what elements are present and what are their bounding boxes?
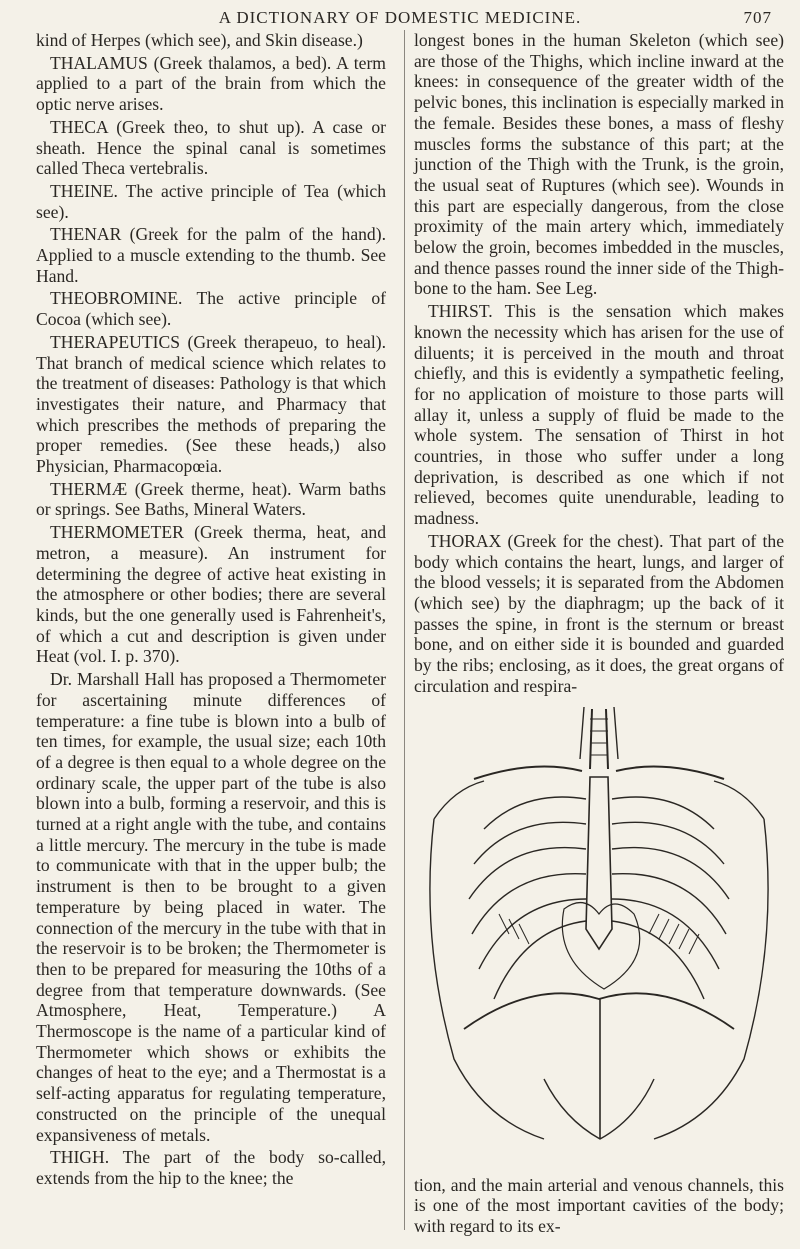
paragraph-thorax-cont: tion, and the main arterial and venous channels, this is one of the most important cavities of the body; with regard to its ex-: [414, 1174, 784, 1236]
thorax-illustration: [414, 699, 784, 1169]
page-number: 707: [743, 8, 772, 27]
entry-therapeutics: THERAPEUTICS (Greek therapeuo, to heal). That branch of medical science which relates to the treatment of diseases: Pathology is that which investigates their nature, and Pharmacy that which prescribes the methods of preparing the proper remedies. (See these heads,) also Physician, Pharmacopœia.: [36, 331, 386, 477]
column-divider: [404, 30, 405, 1230]
entry-thermae: THERMÆ (Greek therme, heat). Warm baths or springs. See Baths, Mineral Waters.: [36, 478, 386, 520]
entry-thorax: THORAX (Greek for the chest). That part of the body which contains the heart, lungs, and larger of the blood vessels; it is separated from the Abdomen (which see) by the diaphragm; up the back of it passes the spine, in front is the sternum or breast bone, and on either side it is bounded and guarded by the ribs; enclosing, as it does, the great organs of circulation and respira-: [414, 530, 784, 696]
right-column: [414, 30, 784, 1239]
left-column: [36, 30, 386, 1191]
running-header: [0, 6, 800, 32]
entry-theine: THEINE. The active principle of Tea (which see).: [36, 180, 386, 222]
entry-thenar: THENAR (Greek for the palm of the hand). Applied to a muscle extending to the thumb. See Hand.: [36, 224, 386, 286]
header-title: A DICTIONARY OF DOMESTIC MEDICINE.: [218, 8, 582, 27]
entry-thalamus: THALAMUS (Greek thalamos, a bed). A term applied to a part of the brain from which the optic nerve arises.: [36, 52, 386, 115]
paragraph-thigh-cont: longest bones in the human Skeleton (which see) are those of the Thighs, which incline inward at the knees: in consequence of the greater width of the pelvic bones, this inclination is especially marked in the female. Besides these bones, a mass of fleshy muscles forms the substance of this part; at the junction of the Thigh with the Trunk, is the groin, the usual seat of Ruptures (which see). Wounds in this part are especially dangerous, from the close proximity of the main artery which, immediately below the groin, becomes imbedded in the muscles, and thence passes round the inner side of the Thigh-bone to the ham. See Leg.: [414, 30, 784, 299]
entry-theca: THECA (Greek theo, to shut up). A case or sheath. Hence the spinal canal is sometimes called Theca vertebralis.: [36, 116, 386, 179]
thorax-figure-svg: [414, 699, 784, 1169]
paragraph: kind of Herpes (which see), and Skin disease.): [36, 30, 363, 50]
entry-theobromine: THEOBROMINE. The active principle of Cocoa (which see).: [36, 288, 386, 330]
entry-thigh: THIGH. The part of the body so-called, extends from the hip to the knee; the: [36, 1147, 386, 1188]
paragraph-thermometer-cont: Dr. Marshall Hall has proposed a Thermometer for ascertaining minute differences of temperature: a fine tube is blown into a bulb of ten times, for example, the usual size; each 10th of a degree is then equal to a whole degree on the ordinary scale, the upper part of the tube is also blown into a bulb, forming a reservoir, and this is turned at a right angle with the tube, and contains a little mercury. The mercury in the tube is made to communicate with that in the upper bulb; the instrument is then to be brought to a given temperature by being placed in water. The connection of the mercury in the tube with that in the reservoir is to be broken; the Thermometer is then to be prepared for measuring the 10ths of a degree from that temperature downwards. (See Atmosphere, Heat, Temperature.) A Thermoscope is the name of a particular kind of Thermometer which shows or exhibits the changes of heat to the eye; and a Thermostat is a self-acting apparatus for regulating temperature, constructed on the principle of the unequal expansiveness of metals.: [36, 669, 386, 1145]
entry-thermometer: THERMOMETER (Greek therma, heat, and metron, a measure). An instrument for determining the degree of active heat existing in the atmosphere or other bodies; there are several kinds, but the one generally used is Fahrenheit's, of which a cut and description is given under Heat (vol. I. p. 370).: [36, 522, 386, 667]
entry-thirst: THIRST. This is the sensation which makes known the necessity which has arisen for the use of diluents; it is perceived in the mouth and throat chiefly, and this is evidently a sympathetic feeling, for no application of moisture to those parts will allay it, unless a supply of fluid be made to the whole system. The sensation of Thirst in hot countries, in those who suffer under a long deprivation, is described as one which if not relieved, becomes quite unendurable, leading to madness.: [414, 301, 784, 529]
